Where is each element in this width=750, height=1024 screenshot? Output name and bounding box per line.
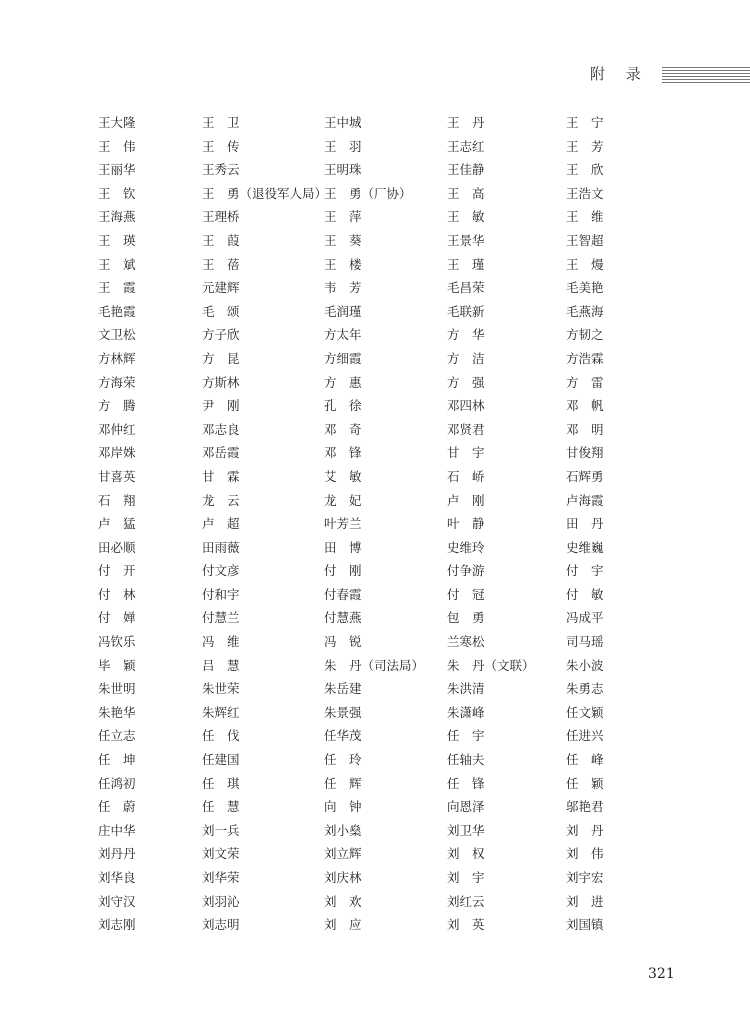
name-entry: 王 葵 [324, 232, 362, 248]
name-entry: 邓志良 [202, 421, 240, 437]
name-entry: 王中城 [324, 115, 362, 130]
name-entry: 方 昆 [202, 350, 240, 366]
name-entry: 付和宇 [202, 586, 240, 602]
name-entry: 刘庆林 [324, 870, 362, 885]
name-entry: 任 颖 [566, 775, 604, 791]
name-entry: 邓 明 [566, 421, 604, 437]
name-row [98, 489, 618, 513]
name-entry: 司马瑶 [566, 634, 604, 650]
name-entry: 王 欣 [566, 162, 604, 178]
name-entry: 朱世明 [98, 681, 136, 697]
name-entry: 王 勇（退役军人局） [202, 185, 328, 201]
name-entry: 田雨薇 [202, 539, 240, 555]
name-entry: 王 勇（厂协） [324, 185, 412, 201]
name-entry: 刘 进 [566, 893, 604, 909]
name-entry: 王 敏 [447, 209, 485, 225]
name-entry: 王智超 [566, 232, 604, 248]
name-entry: 方细霞 [324, 350, 362, 366]
name-row [98, 559, 618, 583]
name-entry: 刘小燊 [324, 822, 362, 838]
name-entry: 任 坤 [98, 752, 136, 768]
name-entry: 朱岳建 [324, 681, 362, 697]
name-entry: 王 维 [566, 209, 604, 225]
name-entry: 任建国 [202, 752, 240, 768]
name-entry: 方 雷 [566, 374, 604, 390]
name-entry: 付 婵 [98, 610, 136, 626]
name-entry: 王 宁 [566, 115, 604, 130]
name-entry: 王景华 [447, 232, 485, 248]
name-row [98, 819, 618, 843]
name-entry: 石 峤 [447, 468, 485, 484]
name-entry: 付文彦 [202, 563, 240, 579]
name-entry: 冯 锐 [324, 634, 362, 650]
name-entry: 朱 丹（文联） [447, 657, 535, 673]
name-row [98, 583, 618, 607]
name-row [98, 606, 618, 630]
name-entry: 王 楼 [324, 256, 362, 272]
name-entry: 朱 丹（司法局） [324, 657, 425, 673]
name-entry: 方太年 [324, 327, 362, 343]
name-row [98, 890, 618, 914]
name-row [98, 512, 618, 536]
name-entry: 冯 维 [202, 634, 240, 650]
name-entry: 任立志 [98, 728, 136, 744]
name-row [98, 158, 618, 182]
name-entry: 付 宇 [566, 563, 604, 579]
name-entry: 刘卫华 [447, 822, 485, 838]
name-row [98, 630, 618, 654]
name-entry: 王佳静 [447, 162, 485, 178]
name-entry: 任 蔚 [98, 799, 136, 815]
name-row [98, 182, 618, 206]
name-entry: 王 瑛 [98, 232, 136, 248]
name-row [98, 276, 618, 300]
name-entry: 王浩文 [566, 185, 604, 201]
name-entry: 叶芳兰 [324, 516, 362, 532]
name-entry: 甘 宇 [447, 445, 485, 461]
name-row [98, 371, 618, 395]
name-row [98, 748, 618, 772]
name-entry: 王 斌 [98, 256, 136, 272]
name-entry: 兰寒松 [447, 634, 485, 650]
name-row [98, 772, 618, 796]
name-row [98, 323, 618, 347]
name-entry: 朱景强 [324, 704, 362, 720]
name-entry: 王秀云 [202, 162, 240, 178]
name-entry: 任轴夫 [447, 752, 485, 768]
name-entry: 刘 权 [447, 846, 485, 862]
name-entry: 王 芳 [566, 138, 604, 154]
name-entry: 龙 云 [202, 492, 240, 508]
name-entry: 王 伟 [98, 138, 136, 154]
name-entry: 冯钦乐 [98, 634, 136, 650]
name-row [98, 677, 618, 701]
name-entry: 王 熳 [566, 256, 604, 272]
name-entry: 卢 刚 [447, 492, 485, 508]
name-entry: 邓 奇 [324, 421, 362, 437]
name-row [98, 205, 618, 229]
name-entry: 刘华良 [98, 870, 136, 885]
name-entry: 刘宇宏 [566, 870, 604, 885]
name-entry: 王志红 [447, 138, 485, 154]
name-row [98, 300, 618, 324]
name-entry: 王 蓓 [202, 256, 240, 272]
name-entry: 方 惠 [324, 374, 362, 390]
name-entry: 刘红云 [447, 893, 485, 909]
name-row [98, 795, 618, 819]
name-entry: 刘 丹 [566, 822, 604, 838]
name-entry: 史维巍 [566, 539, 604, 555]
name-entry: 任 辉 [324, 775, 362, 791]
name-entry: 王理桥 [202, 209, 240, 225]
name-row [98, 441, 618, 465]
name-entry: 文卫松 [98, 327, 136, 343]
name-entry: 向 钟 [324, 799, 362, 815]
name-entry: 毛艳霞 [98, 303, 136, 319]
name-entry: 付 冠 [447, 586, 485, 602]
name-row [98, 913, 618, 937]
name-entry: 方 洁 [447, 350, 485, 366]
name-entry: 刘志明 [202, 917, 240, 933]
name-entry: 甘俊翔 [566, 445, 604, 461]
name-entry: 邓 帆 [566, 398, 604, 414]
name-row [98, 418, 618, 442]
name-entry: 刘 欢 [324, 893, 362, 909]
name-entry: 任 锋 [447, 775, 485, 791]
name-row [98, 229, 618, 253]
name-entry: 方斯林 [202, 374, 240, 390]
name-entry: 王 霞 [98, 280, 136, 296]
running-header [590, 63, 750, 87]
name-entry: 朱辉红 [202, 704, 240, 720]
name-entry: 刘一兵 [202, 822, 240, 838]
name-row [98, 536, 618, 560]
name-entry: 方林辉 [98, 350, 136, 366]
name-entry: 田 博 [324, 539, 362, 555]
name-entry: 任 宇 [447, 728, 485, 744]
name-entry: 付 刚 [324, 563, 362, 579]
name-entry: 方海荣 [98, 374, 136, 390]
name-entry: 毕 颖 [98, 657, 136, 673]
name-entry: 卢 猛 [98, 516, 136, 532]
name-entry: 朱潇峰 [447, 704, 485, 720]
name-entry: 任进兴 [566, 728, 604, 744]
name-entry: 刘国镇 [566, 917, 604, 933]
name-entry: 毛润瑾 [324, 303, 362, 319]
name-entry: 邬艳君 [566, 799, 604, 815]
name-entry: 刘志刚 [98, 917, 136, 933]
name-entry: 刘文荣 [202, 846, 240, 862]
page-number: 321 [648, 966, 675, 982]
name-entry: 王丽华 [98, 162, 136, 178]
name-row [98, 701, 618, 725]
name-entry: 邓仲红 [98, 421, 136, 437]
name-entry: 甘喜英 [98, 468, 136, 484]
name-row [98, 347, 618, 371]
name-entry: 刘守汉 [98, 893, 136, 909]
name-entry: 卢海霞 [566, 492, 604, 508]
name-entry: 刘华荣 [202, 870, 240, 885]
name-entry: 邓 锋 [324, 445, 362, 461]
name-entry: 刘丹丹 [98, 846, 136, 862]
section-title: 附 录 [590, 65, 649, 83]
name-entry: 付 开 [98, 563, 136, 579]
name-entry: 方子欣 [202, 327, 240, 343]
name-entry: 邓贤君 [447, 421, 485, 437]
name-entry: 任鸿初 [98, 775, 136, 791]
name-entry: 王 瑾 [447, 256, 485, 272]
name-entry: 付春霞 [324, 586, 362, 602]
name-row [98, 465, 618, 489]
name-entry: 石辉勇 [566, 468, 604, 484]
name-entry: 任 伐 [202, 728, 240, 744]
name-entry: 卢 超 [202, 516, 240, 532]
name-entry: 任 琪 [202, 775, 240, 791]
name-entry: 毛联新 [447, 303, 485, 319]
name-entry: 方 腾 [98, 398, 136, 414]
name-entry: 王大隆 [98, 115, 136, 130]
name-row [98, 135, 618, 159]
name-entry: 毛昌荣 [447, 280, 485, 296]
name-entry: 孔 徐 [324, 398, 362, 414]
name-entry: 王 羽 [324, 138, 362, 154]
name-entry: 刘 英 [447, 917, 485, 933]
name-entry: 叶 静 [447, 516, 485, 532]
name-entry: 任 慧 [202, 799, 240, 815]
name-entry: 方韧之 [566, 327, 604, 343]
name-entry: 毛燕海 [566, 303, 604, 319]
name-entry: 王 传 [202, 138, 240, 154]
name-entry: 刘 应 [324, 917, 362, 933]
name-entry: 元建辉 [202, 280, 240, 296]
name-entry: 甘 霖 [202, 468, 240, 484]
name-entry: 方浩霖 [566, 350, 604, 366]
name-entry: 王 萍 [324, 209, 362, 225]
name-entry: 朱小波 [566, 657, 604, 673]
name-entry: 任华茂 [324, 728, 362, 744]
name-entry: 任 峰 [566, 752, 604, 768]
name-row [98, 654, 618, 678]
name-entry: 付慧燕 [324, 610, 362, 626]
name-entry: 邓四林 [447, 398, 485, 414]
name-entry: 刘 伟 [566, 846, 604, 862]
name-entry: 田必顺 [98, 539, 136, 555]
name-entry: 邓岳霞 [202, 445, 240, 461]
name-entry: 任文颖 [566, 704, 604, 720]
name-entry: 冯成平 [566, 610, 604, 626]
name-entry: 史维玲 [447, 539, 485, 555]
name-entry: 付 林 [98, 586, 136, 602]
name-entry: 方 华 [447, 327, 485, 343]
name-row [98, 842, 618, 866]
name-entry: 方 强 [447, 374, 485, 390]
name-entry: 王 丹 [447, 115, 485, 130]
name-entry: 田 丹 [566, 516, 604, 532]
name-entry: 朱艳华 [98, 704, 136, 720]
name-entry: 包 勇 [447, 610, 485, 626]
name-entry: 艾 敏 [324, 468, 362, 484]
name-entry: 朱洪清 [447, 681, 485, 697]
header-rule-decoration [662, 67, 750, 83]
name-entry: 韦 芳 [324, 280, 362, 296]
name-entry: 王明珠 [324, 162, 362, 178]
name-entry: 庄中华 [98, 822, 136, 838]
name-entry: 付慧兰 [202, 610, 240, 626]
name-entry: 吕 慧 [202, 657, 240, 673]
name-entry: 刘羽沁 [202, 893, 240, 909]
name-entry: 龙 妃 [324, 492, 362, 508]
name-row [98, 866, 618, 890]
name-entry: 任 玲 [324, 752, 362, 768]
names-list [98, 111, 618, 937]
name-entry: 毛美艳 [566, 280, 604, 296]
name-row [98, 111, 618, 135]
name-row [98, 394, 618, 418]
name-entry: 朱勇志 [566, 681, 604, 697]
name-row [98, 253, 618, 277]
name-row [98, 724, 618, 748]
name-entry: 王 钦 [98, 185, 136, 201]
name-entry: 王 葭 [202, 232, 240, 248]
name-entry: 向恩泽 [447, 799, 485, 815]
name-entry: 邓岸姝 [98, 445, 136, 461]
name-entry: 毛 颂 [202, 303, 240, 319]
name-entry: 王海燕 [98, 209, 136, 225]
name-entry: 石 翔 [98, 492, 136, 508]
name-entry: 刘 宇 [447, 870, 485, 885]
name-entry: 王 卫 [202, 115, 240, 130]
name-entry: 尹 刚 [202, 398, 240, 414]
name-entry: 朱世荣 [202, 681, 240, 697]
name-entry: 付争游 [447, 563, 485, 579]
name-entry: 刘立辉 [324, 846, 362, 862]
name-entry: 王 高 [447, 185, 485, 201]
name-entry: 付 敏 [566, 586, 604, 602]
